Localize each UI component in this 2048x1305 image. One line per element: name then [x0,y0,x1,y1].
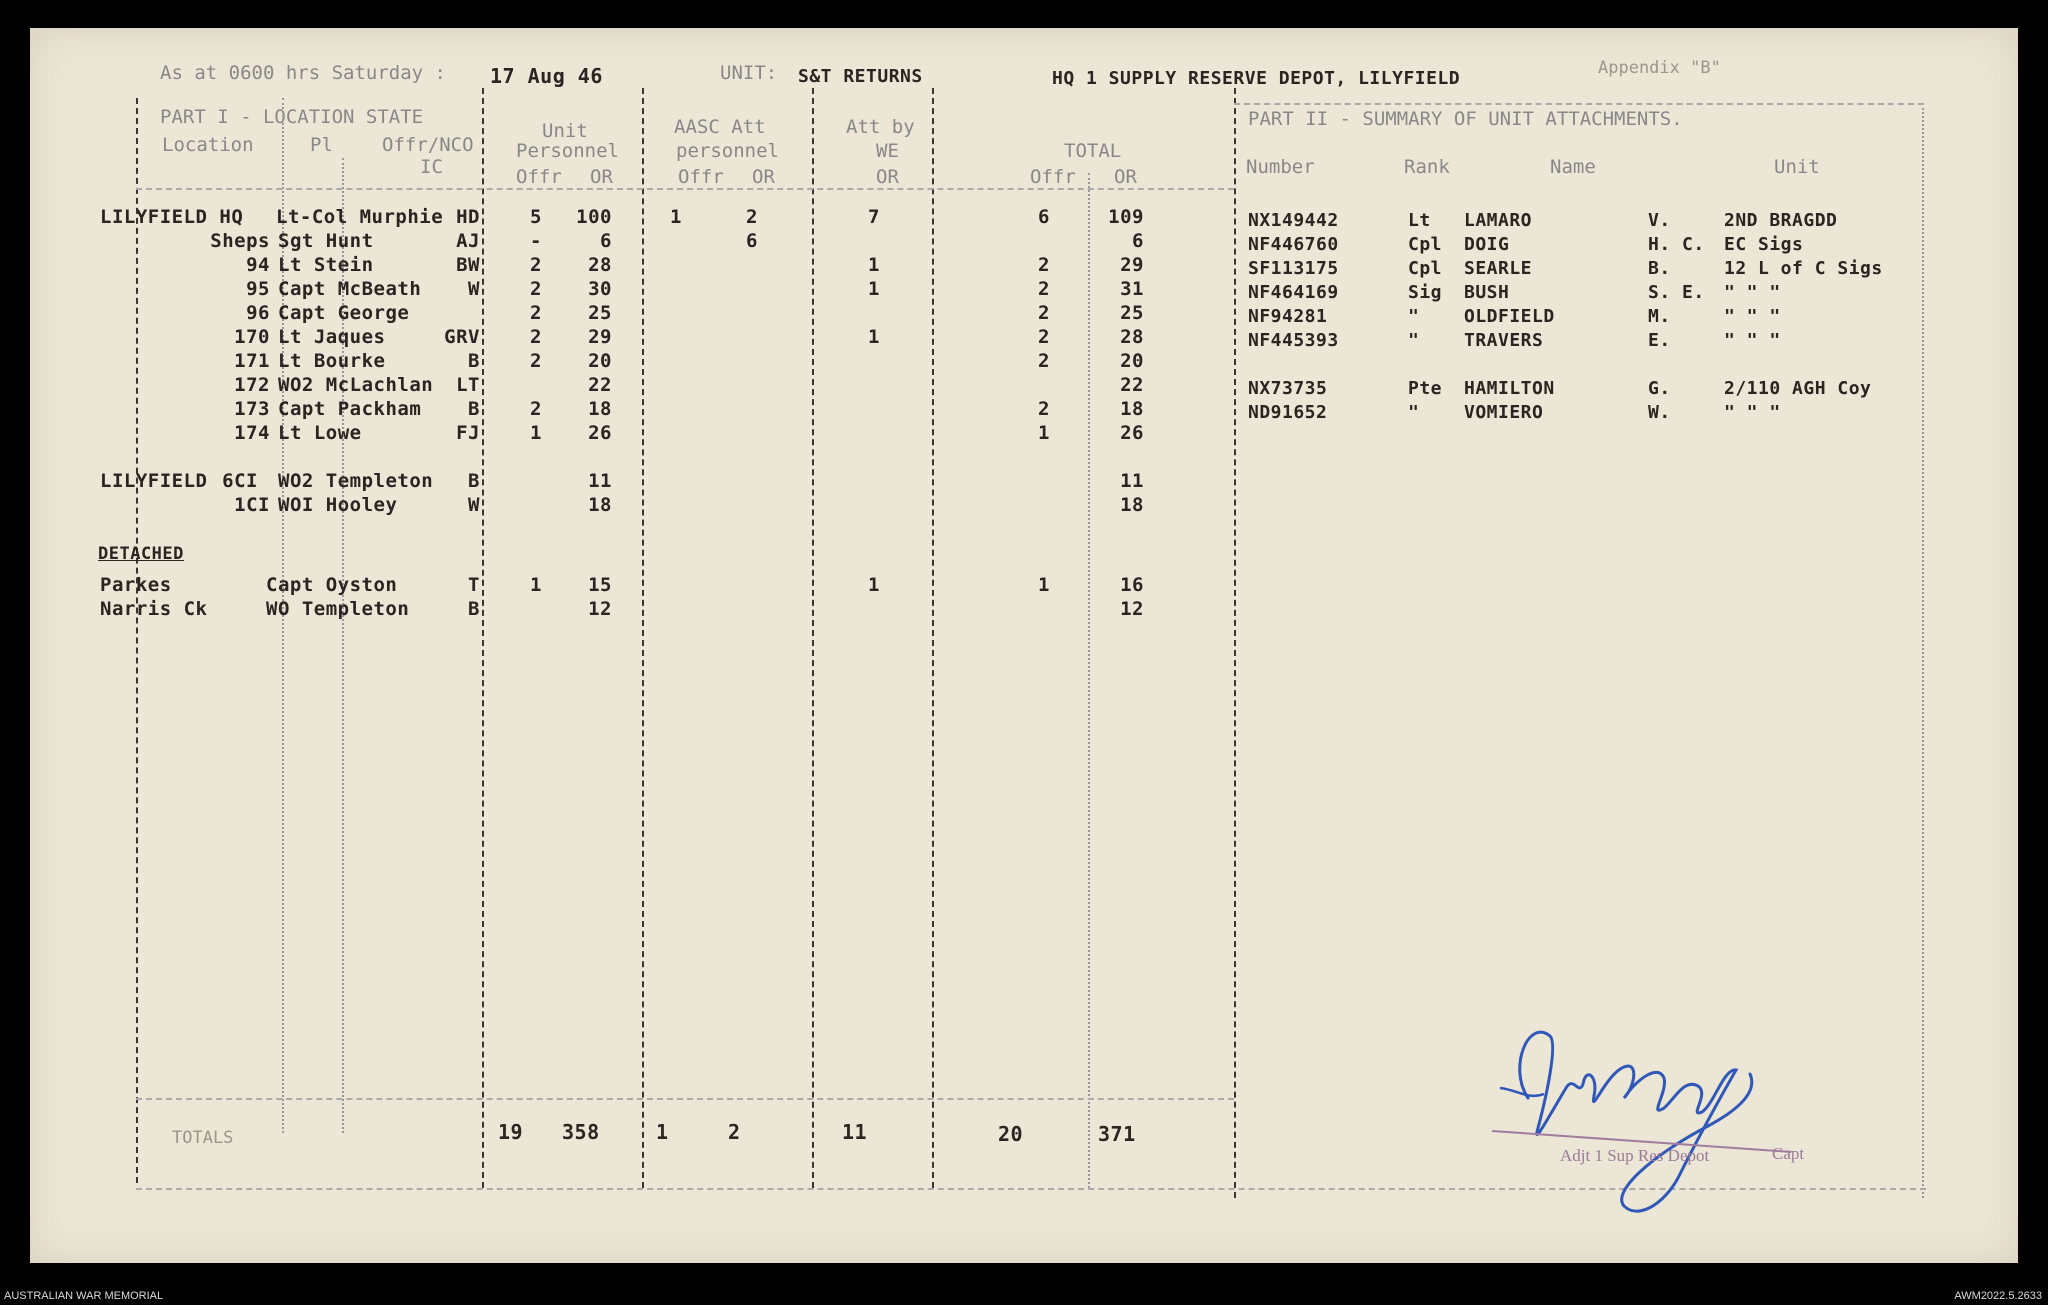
attach-unit: 2/110 AGH Coy [1724,378,1872,399]
attach-init: S. E. [1648,282,1705,303]
cell-name: Lt Jaques [278,326,386,348]
attach-unit: " " " [1724,402,1781,423]
cell-ic: FJ [456,422,480,444]
attach-unit: 2ND BRAGDD [1724,210,1838,231]
cell-tr: 18 [1120,398,1144,420]
attach-name: HAMILTON [1464,378,1555,399]
rule-totals-top [136,1098,1234,1100]
cell-to: 2 [1038,302,1050,324]
attach-name: TRAVERS [1464,330,1544,351]
rule-part2 [1234,88,1236,1198]
col-unit-p2: Unit [1774,156,1820,178]
cell-tr: 12 [1120,598,1144,620]
returns-title: S&T RETURNS [798,66,923,87]
cell-ic: B [468,598,480,620]
cell-name: Capt Packham [278,398,422,420]
cell-ic: HD [456,206,480,228]
attach-unit: EC Sigs [1724,234,1804,255]
cell-to: 2 [1038,350,1050,372]
cell-ur: 18 [588,398,612,420]
cell-uo: 2 [530,278,542,300]
capt-stamp: Capt [1772,1144,1805,1163]
attach-num: SF113175 [1248,258,1339,279]
col-personnel: Personnel [516,140,619,162]
cell-ic: W [468,278,480,300]
aasc-or-header: OR [752,166,775,188]
cell-we: 1 [868,326,880,348]
cell-to: 2 [1038,398,1050,420]
cell-uo: - [530,230,542,252]
totals-unit-offr: 19 [498,1120,524,1144]
cell-ur: 15 [588,574,612,596]
attach-num: NF446760 [1248,234,1339,255]
cell-name: WOI Hooley [278,494,398,516]
cell-uo: 2 [530,302,542,324]
cell-ur: 30 [588,278,612,300]
cell-pl: 1CI [234,494,270,516]
attach-rank: Pte [1408,378,1443,399]
attach-rank: Sig [1408,282,1443,303]
totals-unit-or: 358 [562,1120,600,1144]
we-or-header: OR [876,166,899,188]
part2-title: PART II - SUMMARY OF UNIT ATTACHMENTS. [1248,108,1683,130]
rule-unit [482,88,484,1188]
cell-pl: 170 [234,326,270,348]
cell-loc: Parkes [100,574,172,596]
attach-name: DOIG [1464,234,1510,255]
cell-tr: 20 [1120,350,1144,372]
attach-rank: Lt [1408,210,1431,231]
col-att-by: Att by [846,116,915,138]
rule-we [812,88,814,1188]
cell-tr: 18 [1120,494,1144,516]
cell-tr: 22 [1120,374,1144,396]
cell-pl: 171 [234,350,270,372]
cell-ic: BW [456,254,480,276]
attach-rank: " [1408,330,1420,351]
attach-num: NX73735 [1248,378,1328,399]
attach-name: BUSH [1464,282,1510,303]
document-page [30,28,2018,1263]
cell-to: 2 [1038,278,1050,300]
cell-ic: AJ [456,230,480,252]
cell-name: Capt George [278,302,410,324]
cell-pl: 94 [246,254,270,276]
attach-init: M. [1648,306,1671,327]
cell-ur: 20 [588,350,612,372]
adjt-stamp: Adjt 1 Sup Res Depot [1560,1146,1710,1165]
cell-ur: 11 [588,470,612,492]
col-pl: Pl [310,134,333,156]
cell-ur: 25 [588,302,612,324]
cell-ur: 18 [588,494,612,516]
cell-ur: 12 [588,598,612,620]
totals-label: TOTALS [172,1128,234,1148]
rule-total-mid [1088,173,1090,1188]
attach-unit: 12 L of C Sigs [1724,258,1883,279]
cell-tr: 31 [1120,278,1144,300]
cell-pl: 95 [246,278,270,300]
cell-tr: 29 [1120,254,1144,276]
attach-name: OLDFIELD [1464,306,1555,327]
cell-uo: 2 [530,254,542,276]
total-or-header: OR [1114,166,1137,188]
cell-we: 1 [868,278,880,300]
unit-offr-header: Offr [516,166,562,188]
cell-uo: 1 [530,574,542,596]
cell-uo: 2 [530,350,542,372]
col-total: TOTAL [1064,140,1122,162]
col-rank: Rank [1404,156,1450,178]
cell-uo: 1 [530,422,542,444]
attach-name: VOMIERO [1464,402,1544,423]
cell-tr: 28 [1120,326,1144,348]
attach-num: NX149442 [1248,210,1339,231]
cell-to: 2 [1038,326,1050,348]
cell-name: Capt McBeath [278,278,422,300]
cell-we: 1 [868,254,880,276]
cell-ic: W [468,494,480,516]
total-offr-header: Offr [1030,166,1076,188]
aasc-offr-header: Offr [678,166,724,188]
totals-we: 11 [842,1120,868,1144]
cell-ur: 6 [600,230,612,252]
footer-left: AUSTRALIAN WAR MEMORIAL [4,1290,164,1302]
cell-uo: 2 [530,326,542,348]
part1-title: PART I - LOCATION STATE [160,106,424,128]
attach-unit: " " " [1724,330,1781,351]
attach-init: W. [1648,402,1671,423]
attach-unit: " " " [1724,306,1781,327]
totals-aasc-or: 2 [728,1120,741,1144]
cell-uo: 2 [530,398,542,420]
appendix-label: Appendix "B" [1598,58,1721,78]
rule-right [1922,103,1924,1198]
rule-aasc [642,88,644,1188]
totals-aasc-offr: 1 [656,1120,669,1144]
report-date: 17 Aug 46 [490,64,603,88]
rule-left [136,98,138,1183]
attach-unit: " " " [1724,282,1781,303]
unit-or-header: OR [590,166,613,188]
cell-ur: 29 [588,326,612,348]
cell-loc: LILYFIELD HQ [100,206,244,228]
cell-name: WO2 McLachlan [278,374,434,396]
rule-header-bottom [136,188,1234,190]
attach-rank: Cpl [1408,234,1443,255]
attach-init: B. [1648,258,1671,279]
cell-tr: 25 [1120,302,1144,324]
attach-name: SEARLE [1464,258,1533,279]
cell-tr: 26 [1120,422,1144,444]
attach-rank: " [1408,402,1420,423]
cell-pl: 173 [234,398,270,420]
attach-init: G. [1648,378,1671,399]
cell-loc: LILYFIELD [100,470,208,492]
cell-ic: B [468,470,480,492]
totals-total-or: 371 [1098,1122,1136,1146]
cell-name: WO2 Templeton [278,470,434,492]
attach-num: ND91652 [1248,402,1328,423]
footer-right: AWM2022.5.2633 [1954,1290,2042,1302]
col-location: Location [162,134,254,156]
cell-ic: GRV [444,326,480,348]
cell-uo: 5 [530,206,542,228]
cell-tr: 6 [1132,230,1144,252]
cell-we: 1 [868,574,880,596]
detached-label: DETACHED [98,544,184,564]
unit-label: UNIT: [720,62,778,84]
cell-ic: LT [456,374,480,396]
attach-init: V. [1648,210,1671,231]
col-offr-nco: Offr/NCO [382,134,474,156]
cell-name: WO Templeton [266,598,410,620]
attach-name: LAMARO [1464,210,1533,231]
cell-ur: 100 [576,206,612,228]
cell-ar: 6 [746,230,758,252]
cell-ar: 2 [746,206,758,228]
col-aasc-personnel: personnel [676,140,779,162]
cell-pl: Sheps [210,230,270,252]
col-name: Name [1550,156,1596,178]
attach-num: NF464169 [1248,282,1339,303]
as-at-label: As at 0600 hrs Saturday : [160,62,446,84]
cell-pl: 174 [234,422,270,444]
cell-tr: 16 [1120,574,1144,596]
cell-to: 6 [1038,206,1050,228]
col-aasc: AASC Att [674,116,766,138]
cell-name: Lt-Col Murphie [276,206,444,228]
col-number: Number [1246,156,1315,178]
cell-name: Lt Stein [278,254,374,276]
cell-ic: T [468,574,480,596]
cell-name: Capt Oyston [266,574,398,596]
cell-ur: 28 [588,254,612,276]
signature-icon [1488,1008,1818,1228]
attach-num: NF445393 [1248,330,1339,351]
attach-num: NF94281 [1248,306,1328,327]
cell-ur: 26 [588,422,612,444]
cell-tr: 11 [1120,470,1144,492]
cell-ic: B [468,350,480,372]
cell-to: 1 [1038,422,1050,444]
cell-pl: 6CI [222,470,258,492]
cell-name: Lt Bourke [278,350,386,372]
cell-ur: 22 [588,374,612,396]
totals-total-offr: 20 [998,1122,1024,1146]
attach-init: H. C. [1648,234,1705,255]
cell-ic: B [468,398,480,420]
rule-we-end [932,88,934,1188]
cell-pl: 96 [246,302,270,324]
cell-loc: Narris Ck [100,598,208,620]
cell-to: 2 [1038,254,1050,276]
cell-to: 1 [1038,574,1050,596]
col-ic: IC [420,156,443,178]
cell-ao: 1 [670,206,682,228]
cell-name: Lt Lowe [278,422,362,444]
col-unit: Unit [542,120,588,142]
col-we: WE [876,140,899,162]
depot-title: HQ 1 SUPPLY RESERVE DEPOT, LILYFIELD [1052,68,1461,89]
cell-we: 7 [868,206,880,228]
cell-name: Sgt Hunt [278,230,374,252]
cell-pl: 172 [234,374,270,396]
cell-tr: 109 [1108,206,1144,228]
attach-rank: " [1408,306,1420,327]
attach-init: E. [1648,330,1671,351]
rule-part2-top [1234,103,1924,105]
attach-rank: Cpl [1408,258,1443,279]
